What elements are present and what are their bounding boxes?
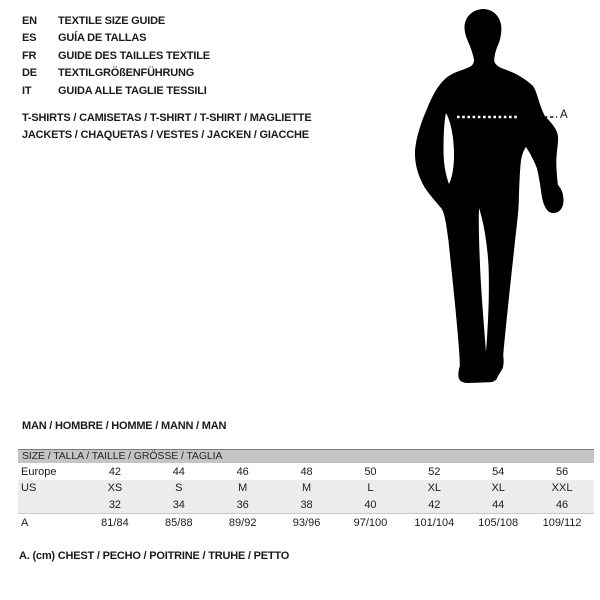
table-cell: M — [301, 482, 312, 494]
lang-title-fr: GUIDE DES TAILLES TEXTILE — [58, 49, 210, 62]
lang-title-es: GUÍA DE TALLAS — [58, 32, 147, 45]
table-cell: 34 — [172, 498, 185, 511]
lang-title-de: TEXTILGRÖßENFÜHRUNG — [58, 67, 195, 80]
table-cell: XL — [491, 482, 505, 494]
table-cell: 46 — [555, 498, 569, 511]
lang-row-en — [22, 13, 210, 30]
size-table — [18, 449, 594, 531]
table-cell: M — [238, 482, 248, 494]
row-label: US — [21, 482, 37, 494]
table-cell: 38 — [300, 498, 313, 511]
lang-code-de: DE — [22, 67, 37, 80]
table-cell: 48 — [300, 465, 313, 478]
table-cell: 36 — [236, 498, 249, 511]
table-cell: 42 — [108, 465, 122, 478]
lang-code-en: EN — [22, 15, 37, 27]
size-table-header: SIZE / TALLA / TAILLE / GRÖSSE / TAGLIA — [18, 450, 594, 463]
row-label: Europe — [21, 465, 57, 478]
table-row-chest-a — [18, 514, 594, 531]
measurement-label-a: A — [560, 109, 568, 121]
lang-row-it — [22, 83, 210, 100]
table-cell: 85/88 — [165, 516, 193, 529]
lang-row-fr — [22, 48, 210, 65]
lang-title-en: TEXTILE SIZE GUIDE — [58, 15, 166, 27]
table-cell: 93/96 — [292, 516, 321, 529]
table-cell: 101/104 — [414, 516, 455, 529]
table-cell: 97/100 — [353, 516, 388, 529]
measurement-footnote: A. (cm) CHEST / PECHO / POITRINE / TRUHE / PETTO — [19, 550, 290, 562]
table-row-europe — [18, 463, 594, 480]
table-row-numeric — [18, 496, 594, 514]
table-cell: 44 — [172, 465, 185, 478]
row-label: A — [21, 516, 29, 529]
table-cell: 81/84 — [101, 516, 129, 529]
table-cell: XL — [427, 482, 442, 494]
table-cell: 44 — [492, 498, 505, 511]
table-cell: 40 — [364, 498, 377, 511]
table-cell: 56 — [555, 465, 569, 478]
table-cell: 89/92 — [228, 516, 257, 529]
table-cell: 46 — [236, 465, 249, 478]
table-cell: 54 — [492, 465, 505, 478]
man-silhouette — [415, 9, 564, 383]
table-cell: 52 — [428, 465, 441, 478]
category-line-tshirts: T-SHIRTS / CAMISETAS / T-SHIRT / T-SHIRT / MAGLIETTE — [22, 112, 312, 124]
table-cell: 50 — [364, 465, 377, 478]
section-label-man: MAN / HOMBRE / HOMME / MANN / MAN — [22, 420, 227, 432]
lang-code-it: IT — [22, 84, 32, 97]
lang-code-fr: FR — [22, 49, 37, 62]
man-silhouette-figure — [390, 0, 600, 400]
size-figure — [390, 0, 600, 400]
table-row-us — [18, 480, 594, 496]
garment-category-block — [22, 110, 311, 144]
table-cell: XS — [107, 482, 123, 494]
table-cell: 32 — [108, 498, 122, 511]
table-cell: L — [367, 482, 374, 494]
table-cell: XXL — [551, 482, 573, 494]
table-cell: 105/108 — [478, 516, 519, 529]
lang-title-it: GUIDA ALLE TAGLIE TESSILI — [58, 84, 207, 97]
table-cell: 109/112 — [542, 516, 582, 529]
table-cell: S — [175, 482, 183, 494]
lang-row-es — [22, 30, 210, 47]
lang-code-es: ES — [22, 32, 37, 45]
language-title-block — [22, 13, 210, 100]
lang-row-de — [22, 65, 210, 82]
table-cell: 42 — [428, 498, 441, 511]
category-line-jackets: JACKETS / CHAQUETAS / VESTES / JACKEN / GIACCHE — [22, 129, 309, 141]
